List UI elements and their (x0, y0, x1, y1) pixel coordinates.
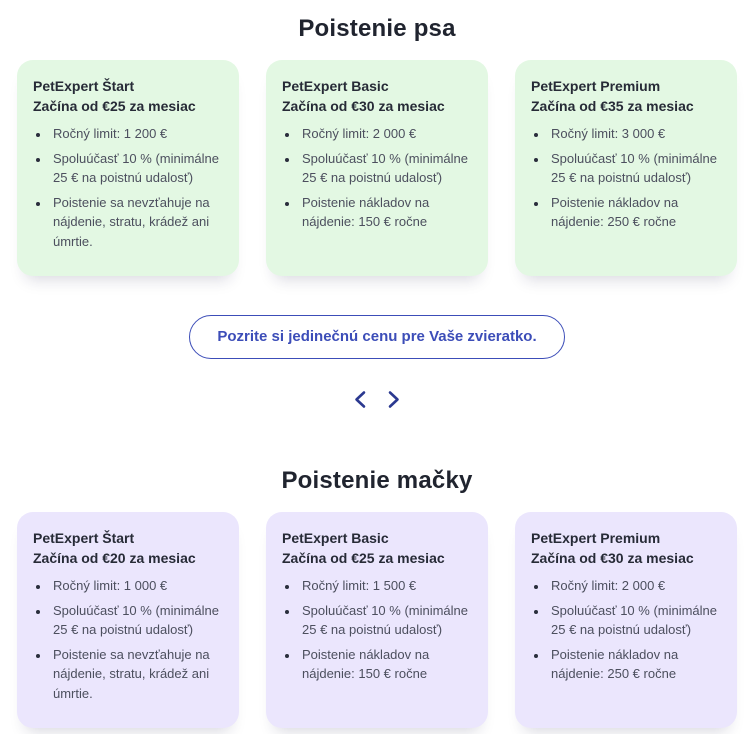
plan-feature: • Spoluúčasť 10 % (minimálne 25 € na poistnú udalosť) (50, 149, 223, 188)
cat-insurance-section (0, 467, 754, 728)
plan-card-cat-basic (266, 512, 488, 729)
plan-name: PetExpert Basic (282, 77, 389, 94)
plan-price: Začína od €25 za mesiac (282, 549, 445, 566)
plan-feature-list (531, 576, 721, 684)
plan-feature-list (282, 124, 472, 232)
plan-card-dog-basic (266, 60, 488, 277)
plan-feature: • Ročný limit: 3 000 € (548, 124, 721, 144)
plan-feature: • Poistenie nákladov na nájdenie: 150 € ročne (299, 193, 472, 232)
plan-feature: • Poistenie nákladov na nájdenie: 150 € ročne (299, 645, 472, 684)
plan-price: Začína od €30 za mesiac (531, 549, 694, 566)
carousel-navigation (0, 388, 754, 411)
cta-row (0, 315, 754, 359)
plan-feature: • Poistenie nákladov na nájdenie: 250 € ročne (548, 193, 721, 232)
chevron-right-icon (387, 390, 401, 409)
plan-feature-list (33, 576, 223, 703)
plan-feature: • Poistenie sa nevzťahuje na nájdenie, stratu, krádež ani úmrtie. (50, 193, 223, 252)
plan-feature: • Poistenie sa nevzťahuje na nájdenie, stratu, krádež ani úmrtie. (50, 645, 223, 704)
plan-price: Začína od €30 za mesiac (282, 98, 445, 115)
plan-feature: • Spoluúčasť 10 % (minimálne 25 € na poistnú udalosť) (299, 149, 472, 188)
plan-card-dog-start (17, 60, 239, 277)
cat-plan-cards-row (0, 512, 754, 729)
plan-feature: • Ročný limit: 2 000 € (548, 576, 721, 596)
chevron-left-icon (353, 390, 367, 409)
plan-name: PetExpert Štart (33, 77, 135, 94)
plan-price: Začína od €25 za mesiac (33, 98, 196, 115)
dog-section-title: Poistenie psa (298, 15, 456, 42)
carousel-prev-button[interactable] (351, 388, 369, 411)
plan-price: Začína od €35 za mesiac (531, 98, 694, 115)
plan-feature-list (531, 124, 721, 232)
dog-plan-cards-row (0, 60, 754, 277)
plan-feature: • Ročný limit: 2 000 € (299, 124, 472, 144)
plan-name: PetExpert Basic (282, 529, 389, 546)
cat-section-title: Poistenie mačky (281, 466, 473, 494)
plan-feature: • Spoluúčasť 10 % (minimálne 25 € na poistnú udalosť) (548, 601, 721, 640)
plan-name: PetExpert Premium (531, 77, 661, 94)
plan-name: PetExpert Štart (33, 529, 135, 546)
plan-feature-list (282, 576, 472, 684)
unique-price-cta-button[interactable]: Pozrite si jedinečnú cenu pre Vaše zvieratko. (189, 315, 564, 359)
plan-card-cat-start (17, 512, 239, 729)
plan-price: Začína od €20 za mesiac (33, 549, 196, 566)
plan-feature: • Ročný limit: 1 000 € (50, 576, 223, 596)
plan-feature: • Spoluúčasť 10 % (minimálne 25 € na poistnú udalosť) (548, 149, 721, 188)
plan-feature: • Poistenie nákladov na nájdenie: 250 € ročne (548, 645, 721, 684)
plan-feature: • Ročný limit: 1 200 € (50, 124, 223, 144)
plan-card-dog-premium (515, 60, 737, 277)
plan-card-cat-premium (515, 512, 737, 729)
plan-feature: • Spoluúčasť 10 % (minimálne 25 € na poistnú udalosť) (50, 601, 223, 640)
plan-feature: • Spoluúčasť 10 % (minimálne 25 € na poistnú udalosť) (299, 601, 472, 640)
plan-name: PetExpert Premium (531, 529, 661, 546)
plan-feature-list (33, 124, 223, 251)
carousel-next-button[interactable] (385, 388, 403, 411)
plan-feature: • Ročný limit: 1 500 € (299, 576, 472, 596)
